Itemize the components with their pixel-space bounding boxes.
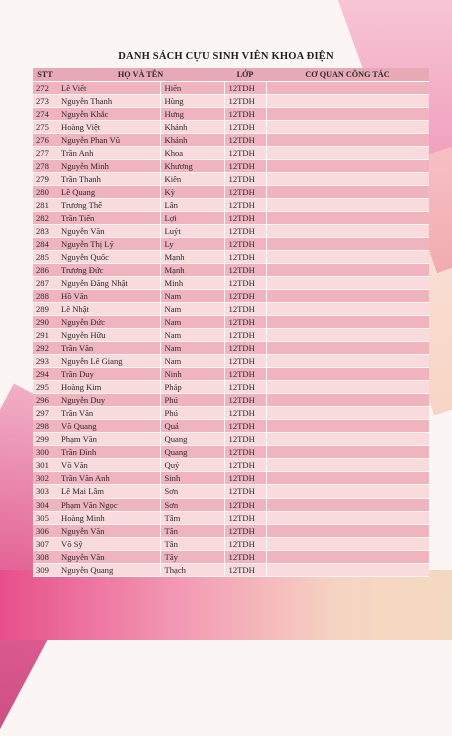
cell-stt: 273 [33, 95, 57, 108]
page-title: DANH SÁCH CỰU SINH VIÊN KHOA ĐIỆN [118, 51, 334, 62]
table-row [33, 342, 429, 355]
cell-organization [266, 381, 429, 394]
cell-first-name: Tân [160, 524, 224, 537]
cell-stt: 301 [33, 459, 57, 472]
cell-last-name: Nguyễn Văn [57, 550, 160, 563]
cell-class: 12TDH [224, 186, 266, 199]
table-row [33, 316, 429, 329]
cell-stt: 291 [33, 329, 57, 342]
cell-last-name: Nguyễn Văn [57, 524, 160, 537]
table-row [33, 498, 429, 511]
cell-stt: 308 [33, 550, 57, 563]
table-row [33, 407, 429, 420]
cell-stt: 309 [33, 563, 57, 576]
cell-first-name: Phú [160, 394, 224, 407]
cell-class: 12TDH [224, 381, 266, 394]
cell-organization [266, 121, 429, 134]
cell-first-name: Quang [160, 446, 224, 459]
table-row [33, 160, 429, 173]
cell-organization [266, 329, 429, 342]
table-row [33, 134, 429, 147]
cell-first-name: Hiển [160, 82, 224, 95]
cell-organization [266, 160, 429, 173]
cell-first-name: Quý [160, 459, 224, 472]
cell-stt: 285 [33, 251, 57, 264]
cell-organization [266, 186, 429, 199]
table-row [33, 108, 429, 121]
cell-last-name: Lê Mai Lâm [57, 485, 160, 498]
header-class: LỚP [224, 68, 266, 82]
table-row [33, 290, 429, 303]
cell-class: 12TDH [224, 524, 266, 537]
cell-class: 12TDH [224, 511, 266, 524]
cell-last-name: Võ Quang [57, 420, 160, 433]
table-row [33, 264, 429, 277]
table-row [33, 212, 429, 225]
cell-stt: 276 [33, 134, 57, 147]
cell-organization [266, 316, 429, 329]
cell-first-name: Quang [160, 433, 224, 446]
table-row [33, 381, 429, 394]
header-stt: STT [33, 68, 57, 82]
table-row [33, 277, 429, 290]
cell-stt: 307 [33, 537, 57, 550]
cell-last-name: Trần Văn Anh [57, 472, 160, 485]
table-row [33, 251, 429, 264]
cell-first-name: Nam [160, 303, 224, 316]
cell-class: 12TDH [224, 147, 266, 160]
cell-first-name: Khánh [160, 121, 224, 134]
cell-first-name: Tân [160, 537, 224, 550]
cell-class: 12TDH [224, 212, 266, 225]
cell-class: 12TDH [224, 160, 266, 173]
cell-class: 12TDH [224, 121, 266, 134]
cell-stt: 290 [33, 316, 57, 329]
cell-organization [266, 459, 429, 472]
cell-organization [266, 550, 429, 563]
cell-last-name: Nguyễn Đăng Nhật [57, 277, 160, 290]
table-row [33, 446, 429, 459]
cell-class: 12TDH [224, 264, 266, 277]
cell-last-name: Nguyễn Đức [57, 316, 160, 329]
table-body [33, 82, 429, 577]
cell-stt: 305 [33, 511, 57, 524]
cell-stt: 296 [33, 394, 57, 407]
cell-class: 12TDH [224, 82, 266, 95]
cell-class: 12TDH [224, 537, 266, 550]
table-row [33, 329, 429, 342]
cell-last-name: Phạm Văn Ngọc [57, 498, 160, 511]
cell-last-name: Hoàng Minh [57, 511, 160, 524]
table-row [33, 485, 429, 498]
cell-last-name: Nguyễn Phan Vũ [57, 134, 160, 147]
cell-class: 12TDH [224, 134, 266, 147]
cell-last-name: Nguyễn Minh [57, 160, 160, 173]
cell-class: 12TDH [224, 251, 266, 264]
cell-organization [266, 524, 429, 537]
cell-last-name: Trần Văn [57, 407, 160, 420]
cell-first-name: Kỳ [160, 186, 224, 199]
cell-stt: 299 [33, 433, 57, 446]
cell-organization [266, 485, 429, 498]
cell-stt: 281 [33, 199, 57, 212]
cell-class: 12TDH [224, 407, 266, 420]
cell-first-name: Nam [160, 290, 224, 303]
cell-stt: 295 [33, 381, 57, 394]
cell-last-name: Trần Thanh [57, 173, 160, 186]
cell-first-name: Ly [160, 238, 224, 251]
alumni-table [33, 68, 429, 577]
cell-organization [266, 563, 429, 576]
cell-first-name: Mạnh [160, 264, 224, 277]
cell-stt: 300 [33, 446, 57, 459]
cell-organization [266, 173, 429, 186]
cell-stt: 292 [33, 342, 57, 355]
cell-stt: 284 [33, 238, 57, 251]
cell-stt: 283 [33, 225, 57, 238]
cell-first-name: Hưng [160, 108, 224, 121]
cell-organization [266, 82, 429, 95]
cell-first-name: Khoa [160, 147, 224, 160]
cell-class: 12TDH [224, 433, 266, 446]
cell-class: 12TDH [224, 277, 266, 290]
cell-last-name: Hoàng Kim [57, 381, 160, 394]
cell-organization [266, 147, 429, 160]
cell-last-name: Nguyễn Quốc [57, 251, 160, 264]
cell-first-name: Khương [160, 160, 224, 173]
table-row [33, 186, 429, 199]
cell-first-name: Mạnh [160, 251, 224, 264]
cell-first-name: Nam [160, 355, 224, 368]
cell-organization [266, 498, 429, 511]
cell-organization [266, 537, 429, 550]
table-row [33, 173, 429, 186]
cell-stt: 298 [33, 420, 57, 433]
cell-stt: 278 [33, 160, 57, 173]
cell-last-name: Nguyễn Văn [57, 225, 160, 238]
cell-stt: 287 [33, 277, 57, 290]
table-row [33, 121, 429, 134]
cell-first-name: Pháp [160, 381, 224, 394]
cell-first-name: Luýt [160, 225, 224, 238]
header-name: HỌ VÀ TÊN [57, 68, 224, 82]
cell-organization [266, 394, 429, 407]
table-row [33, 368, 429, 381]
cell-stt: 279 [33, 173, 57, 186]
table-row [33, 550, 429, 563]
cell-last-name: Nguyễn Thị Lý [57, 238, 160, 251]
cell-first-name: Sinh [160, 472, 224, 485]
cell-class: 12TDH [224, 420, 266, 433]
cell-class: 12TDH [224, 446, 266, 459]
table-row [33, 238, 429, 251]
cell-class: 12TDH [224, 459, 266, 472]
cell-stt: 306 [33, 524, 57, 537]
cell-class: 12TDH [224, 355, 266, 368]
cell-first-name: Thạch [160, 563, 224, 576]
cell-stt: 289 [33, 303, 57, 316]
cell-stt: 297 [33, 407, 57, 420]
cell-last-name: Trương Thế [57, 199, 160, 212]
cell-first-name: Lân [160, 199, 224, 212]
cell-last-name: Nguyễn Thanh [57, 95, 160, 108]
cell-organization [266, 277, 429, 290]
table-row [33, 420, 429, 433]
cell-last-name: Hồ Văn [57, 290, 160, 303]
cell-organization [266, 303, 429, 316]
decorative-band-bottom [0, 570, 452, 640]
table-row [33, 147, 429, 160]
cell-last-name: Lê Quang [57, 186, 160, 199]
cell-class: 12TDH [224, 199, 266, 212]
cell-first-name: Sơn [160, 485, 224, 498]
cell-class: 12TDH [224, 329, 266, 342]
cell-stt: 274 [33, 108, 57, 121]
cell-stt: 272 [33, 82, 57, 95]
cell-class: 12TDH [224, 394, 266, 407]
table-row [33, 199, 429, 212]
cell-stt: 294 [33, 368, 57, 381]
table-row [33, 563, 429, 576]
cell-organization [266, 511, 429, 524]
cell-stt: 303 [33, 485, 57, 498]
cell-organization [266, 225, 429, 238]
cell-first-name: Phú [160, 407, 224, 420]
cell-stt: 286 [33, 264, 57, 277]
table-header-row [33, 68, 429, 82]
table-row [33, 524, 429, 537]
cell-organization [266, 199, 429, 212]
cell-first-name: Khánh [160, 134, 224, 147]
cell-first-name: Tâm [160, 511, 224, 524]
cell-last-name: Nguyễn Quang [57, 563, 160, 576]
table-row [33, 472, 429, 485]
cell-first-name: Nam [160, 316, 224, 329]
cell-stt: 275 [33, 121, 57, 134]
cell-class: 12TDH [224, 108, 266, 121]
cell-organization [266, 342, 429, 355]
cell-class: 12TDH [224, 368, 266, 381]
cell-organization [266, 472, 429, 485]
cell-stt: 293 [33, 355, 57, 368]
cell-first-name: Nam [160, 329, 224, 342]
cell-organization [266, 420, 429, 433]
table-row [33, 394, 429, 407]
cell-last-name: Trần Tiến [57, 212, 160, 225]
cell-organization [266, 433, 429, 446]
table-row [33, 95, 429, 108]
table-row [33, 82, 429, 95]
cell-last-name: Nguyễn Duy [57, 394, 160, 407]
cell-class: 12TDH [224, 485, 266, 498]
cell-class: 12TDH [224, 472, 266, 485]
cell-class: 12TDH [224, 238, 266, 251]
table-row [33, 459, 429, 472]
cell-last-name: Nguyễn Lê Giang [57, 355, 160, 368]
table-row [33, 303, 429, 316]
cell-last-name: Trần Duy [57, 368, 160, 381]
cell-last-name: Hoàng Việt [57, 121, 160, 134]
cell-first-name: Quả [160, 420, 224, 433]
cell-stt: 277 [33, 147, 57, 160]
cell-first-name: Nam [160, 342, 224, 355]
cell-organization [266, 264, 429, 277]
cell-class: 12TDH [224, 290, 266, 303]
table-row [33, 355, 429, 368]
cell-last-name: Trương Đức [57, 264, 160, 277]
cell-first-name: Lợi [160, 212, 224, 225]
table-row [33, 537, 429, 550]
cell-last-name: Võ Văn [57, 459, 160, 472]
cell-first-name: Hùng [160, 95, 224, 108]
cell-class: 12TDH [224, 550, 266, 563]
cell-stt: 288 [33, 290, 57, 303]
cell-class: 12TDH [224, 303, 266, 316]
cell-class: 12TDH [224, 316, 266, 329]
cell-class: 12TDH [224, 95, 266, 108]
cell-class: 12TDH [224, 498, 266, 511]
cell-organization [266, 446, 429, 459]
cell-class: 12TDH [224, 225, 266, 238]
cell-stt: 282 [33, 212, 57, 225]
cell-stt: 302 [33, 472, 57, 485]
cell-first-name: Ninh [160, 368, 224, 381]
cell-stt: 280 [33, 186, 57, 199]
cell-organization [266, 212, 429, 225]
table-row [33, 225, 429, 238]
cell-organization [266, 407, 429, 420]
cell-organization [266, 251, 429, 264]
cell-first-name: Minh [160, 277, 224, 290]
cell-last-name: Võ Sỹ [57, 537, 160, 550]
table-row [33, 433, 429, 446]
cell-first-name: Tây [160, 550, 224, 563]
cell-organization [266, 108, 429, 121]
cell-last-name: Lê Viết [57, 82, 160, 95]
header-org: CƠ QUAN CÔNG TÁC [266, 68, 429, 82]
cell-last-name: Phạm Văn [57, 433, 160, 446]
cell-organization [266, 290, 429, 303]
cell-last-name: Trần Văn [57, 342, 160, 355]
cell-last-name: Trần Đình [57, 446, 160, 459]
cell-organization [266, 368, 429, 381]
cell-last-name: Lê Nhật [57, 303, 160, 316]
cell-class: 12TDH [224, 563, 266, 576]
cell-class: 12TDH [224, 173, 266, 186]
cell-organization [266, 95, 429, 108]
cell-first-name: Sơn [160, 498, 224, 511]
cell-last-name: Nguyễn Khắc [57, 108, 160, 121]
cell-last-name: Nguyễn Hữu [57, 329, 160, 342]
cell-last-name: Trần Anh [57, 147, 160, 160]
cell-organization [266, 238, 429, 251]
cell-organization [266, 134, 429, 147]
cell-organization [266, 355, 429, 368]
cell-first-name: Kiên [160, 173, 224, 186]
table-row [33, 511, 429, 524]
cell-stt: 304 [33, 498, 57, 511]
cell-class: 12TDH [224, 342, 266, 355]
